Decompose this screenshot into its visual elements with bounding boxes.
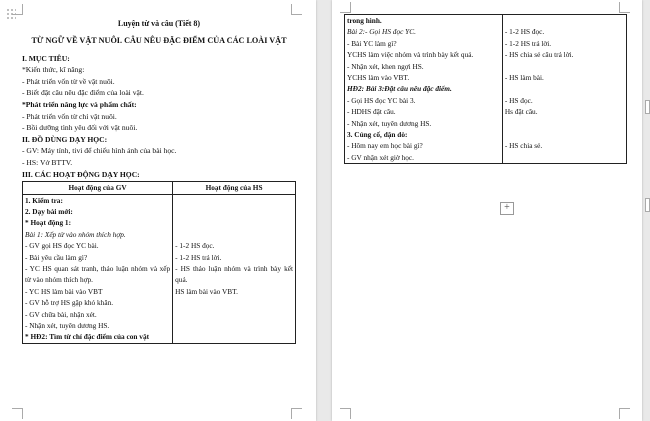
hs-line — [175, 217, 293, 228]
gv-line: - Gọi HS đọc YC bài 3. — [347, 95, 416, 105]
hs-line — [505, 129, 624, 140]
crop-mark-icon — [291, 408, 302, 419]
gv-activity-cell[interactable] — [345, 140, 503, 151]
objective-line: *Phát triển năng lực và phẩm chất: — [22, 99, 137, 109]
gv-line: - GV chữa bài, nhận xét. — [25, 309, 97, 319]
gv-line: - Bài yêu cầu làm gì? — [25, 252, 88, 262]
table-row — [345, 61, 627, 72]
hs-line: HS làm bài vào VBT. — [175, 286, 238, 296]
crop-mark-icon — [291, 4, 302, 15]
hs-line — [175, 195, 293, 206]
gv-line: - GV hỗ trợ HS gặp khó khăn. — [25, 298, 114, 308]
gv-line: - YC HS quan sát tranh, thảo luận nhóm và xếp từ vào nhóm thích hợp. — [25, 263, 171, 285]
crop-mark-icon — [340, 2, 351, 13]
hs-line: - HS chia sẻ câu trả lời. — [504, 50, 574, 60]
gv-activity-cell[interactable] — [345, 129, 503, 140]
gv-line: Bài 2:- Gọi HS đọc YC. — [347, 27, 416, 37]
gv-line: YCHS làm vào VBT. — [347, 73, 410, 83]
table-row — [345, 152, 627, 164]
gv-activity-cell[interactable] — [345, 15, 503, 27]
table-row — [345, 83, 627, 94]
gv-activity-cell[interactable] — [345, 106, 503, 117]
hs-line — [175, 206, 293, 217]
objective-line: - Bồi dưỡng tình yêu đối với vật nuôi. — [22, 123, 138, 133]
objective-line: - Biết đặt câu nêu đặc điểm của loài vật. — [22, 88, 144, 98]
objective-line: - HS: Vở BTTV. — [22, 157, 73, 167]
table-row — [345, 95, 627, 106]
objective-line: - Phát triển vốn từ về vật nuôi. — [22, 76, 115, 86]
gv-line: - Nhận xét, tuyên dương HS. — [25, 321, 110, 330]
hs-line: - 1-2 HS trả lời. — [504, 38, 552, 48]
activities-table-continued — [344, 14, 627, 164]
lesson-title: Luyện từ và câu (Tiết 8) — [117, 19, 201, 28]
table-row — [345, 118, 627, 129]
gv-activity-cell[interactable] — [345, 26, 503, 37]
objective-line: III. CÁC HOẠT ĐỘNG DẠY HỌC: — [22, 169, 140, 179]
gv-activity-cell[interactable] — [345, 38, 503, 49]
objectives-section — [22, 53, 296, 181]
hs-line: - 1-2 HS đọc. — [504, 27, 545, 37]
hs-activity-cell[interactable] — [502, 38, 626, 49]
hs-line — [505, 152, 624, 163]
gv-activity-cell[interactable] — [345, 61, 503, 72]
hs-activity-cell[interactable] — [502, 129, 626, 140]
gv-activity-cell[interactable] — [345, 152, 503, 164]
gv-activity-cell[interactable] — [345, 95, 503, 106]
document-page-2 — [332, 0, 642, 421]
gv-line: - YC HS làm bài vào VBT — [25, 286, 103, 296]
gv-line: - Hôm nay em học bài gì? — [347, 141, 423, 151]
hs-activity-cell[interactable] — [502, 106, 626, 117]
hs-line: Hs đặt câu. — [504, 107, 538, 117]
gv-activity-cell[interactable] — [345, 49, 503, 60]
gv-line: HĐ2: Bài 3:Đặt câu nêu đặc điểm. — [347, 84, 452, 94]
objective-line: - GV: Máy tính, tivi để chiếu hình ảnh của bài học. — [22, 146, 177, 156]
table-row — [345, 140, 627, 151]
side-marker-icon — [645, 100, 650, 114]
hs-line — [175, 229, 293, 240]
table-row — [345, 106, 627, 117]
hs-activity-cell[interactable] — [502, 15, 626, 27]
table-header-hs: Hoạt động của HS — [173, 182, 296, 194]
hs-line — [505, 15, 624, 26]
page-2-content[interactable] — [344, 14, 627, 164]
hs-activity-cell[interactable] — [502, 49, 626, 60]
hs-activity-cell[interactable] — [502, 61, 626, 72]
gv-activity-cell[interactable] — [345, 118, 503, 129]
crop-mark-icon — [619, 408, 630, 419]
table-row — [345, 72, 627, 83]
page-1-content[interactable] — [22, 18, 296, 344]
gv-line: 3. Củng cố, dặn dò: — [347, 130, 408, 140]
activities-table — [22, 181, 296, 344]
gv-line: - GV gọi HS đọc YC bài. — [25, 241, 99, 251]
objective-line: II. ĐỒ DÙNG DẠY HỌC: — [22, 134, 108, 144]
objective-line: - Phát triển vốn từ chỉ vật nuôi. — [22, 111, 117, 121]
gv-line: - Nhận xét, khen ngợi HS. — [347, 61, 424, 71]
gv-activity-cell[interactable] — [345, 72, 503, 83]
hs-line: - HS chia sẻ. — [504, 141, 543, 151]
gv-line: trong hình. — [347, 16, 382, 25]
objective-line: I. MỤC TIÊU: — [22, 53, 70, 63]
gv-activities-cell[interactable] — [23, 194, 173, 343]
gv-line: * HĐ2: Tìm từ chỉ đặc điểm của con vật — [25, 332, 150, 342]
gv-line: - HDHS đặt câu. — [347, 107, 396, 117]
objective-line: *Kiến thức, kĩ năng: — [22, 65, 85, 75]
hs-line: - 1-2 HS trả lời. — [175, 252, 222, 262]
crop-mark-icon — [340, 408, 351, 419]
hs-activity-cell[interactable] — [502, 118, 626, 129]
crop-mark-icon — [619, 2, 630, 13]
hs-activities-cell[interactable] — [173, 194, 296, 343]
hs-activity-cell[interactable] — [502, 152, 626, 164]
hs-activity-cell[interactable] — [502, 72, 626, 83]
lesson-heading: TỪ NGỮ VỀ VẬT NUÔI. CÂU NÊU ĐẶC ĐIỂM CỦA CÁC LOÀI VẬT — [31, 35, 287, 45]
gv-line: YCHS làm việc nhóm và trình bày kết quả. — [347, 50, 474, 60]
hs-activity-cell[interactable] — [502, 140, 626, 151]
hs-activity-cell[interactable] — [502, 95, 626, 106]
gv-line: 2. Dạy bài mới: — [25, 206, 73, 216]
gv-line: Bài 1: Xếp từ vào nhóm thích hợp. — [25, 229, 126, 239]
gv-activity-cell[interactable] — [345, 83, 503, 94]
table-header-gv: Hoạt động của GV — [23, 182, 173, 194]
hs-activity-cell[interactable] — [502, 83, 626, 94]
gv-line: 1. Kiểm tra: — [25, 195, 63, 205]
table-row — [345, 26, 627, 37]
side-marker-icon — [645, 198, 650, 212]
hs-line — [505, 61, 624, 72]
table-row — [345, 15, 627, 27]
document-page-1 — [0, 0, 316, 421]
crop-mark-icon — [12, 408, 23, 419]
hs-line: - HS thảo luận nhóm và trình bày kết quả. — [175, 263, 293, 285]
hs-line: - HS đọc. — [504, 95, 533, 105]
table-row — [345, 38, 627, 49]
hs-line: - HS làm bài. — [504, 73, 544, 83]
table-row — [345, 49, 627, 60]
table-row — [345, 129, 627, 140]
hs-line — [505, 83, 624, 94]
add-row-button[interactable]: + — [500, 202, 514, 215]
hs-line: - 1-2 HS đọc. — [175, 241, 215, 251]
hs-activity-cell[interactable] — [502, 26, 626, 37]
gv-line: - Nhận xét, tuyên dương HS. — [347, 118, 432, 128]
crop-mark-icon — [12, 4, 23, 15]
gv-line: - Bài YC làm gì? — [347, 38, 397, 48]
gv-line: * Hoạt động 1: — [25, 218, 72, 228]
gv-line: - GV nhận xét giờ học. — [347, 152, 414, 162]
hs-line — [505, 118, 624, 129]
